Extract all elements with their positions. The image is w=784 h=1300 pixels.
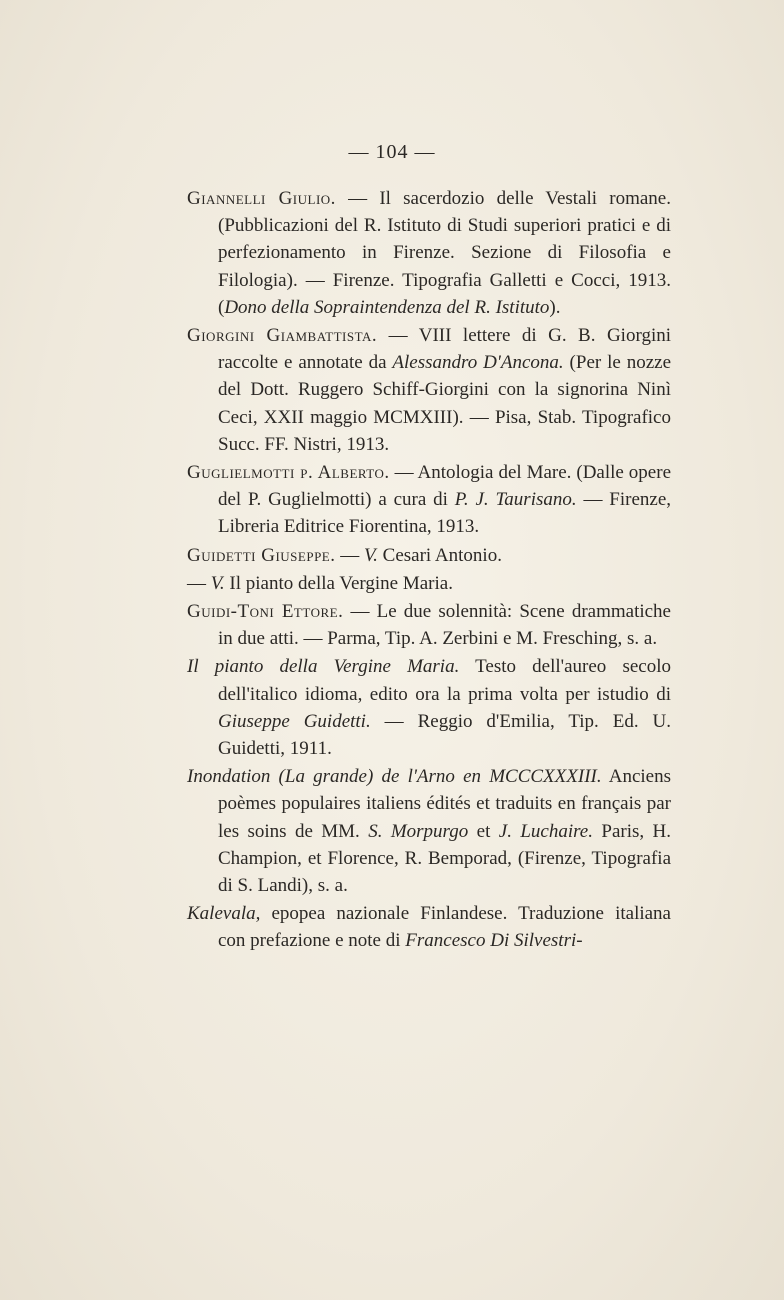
entry-text: (Per le nozze del Dott. Ruggero Schiff-Giorgini con la signorina Ninì Ceci, XXII maggio MCMXIII). — Pisa, Stab. Tipografico Succ. FF. Nistri, 1913. [218,352,672,455]
bibliography-entry [187,322,671,458]
entry-italic: P. J. Taurisano. [454,489,577,511]
entry-author: Guidetti Giuseppe. [187,544,336,566]
entry-author: Giannelli Giulio. [187,188,336,209]
page-number: — 104 — [348,141,436,163]
bibliography-entry [187,900,671,954]
entry-text: Paris, H. Champion, et Florence, R. Bemporad, (Firenze, Tipografia di S. Landi), s. a. [218,820,671,897]
entry-text: — Le due solennità: Scene drammatiche in due atti. — Parma, Tip. A. Zerbini e M. Fresching, s. a. [218,601,671,650]
entry-text: Testo dell'aureo secolo dell'italico idioma, edito ora la prima volta per istudio di [218,656,671,705]
entry-author: Giorgini Giambattista. [187,325,378,347]
entry-text: — VIII lettere di G. B. Giorgini raccolte e annotate da [218,325,671,374]
entry-text: Il pianto della Vergine Maria. [224,572,453,594]
entry-text: — Antologia del Mare. (Dalle opere del P. Guglielmotti) a cura di [218,462,671,511]
entry-text: epopea nazionale Finlandese. Traduzione italiana con prefazione e note di [218,903,671,952]
entry-italic: Giuseppe Guidetti. [218,710,371,732]
entry-italic: V. [210,572,225,594]
entry-italic: S. Morpurgo [368,820,469,842]
bibliography-entry [187,763,671,899]
bibliography-entry [187,542,671,569]
entry-author: Guglielmotti p. Alberto. [187,462,390,484]
entry-title: Kalevala, [187,903,261,925]
entry-text: — [187,572,211,594]
entry-text: et [468,820,499,842]
bibliography-entry [187,185,671,321]
bibliography-list [187,185,671,955]
entry-italic: Dono della Sopraintendenza del R. Istituto [224,296,550,318]
entry-italic: V. [364,544,378,566]
entry-italic: Alessandro D'Ancona. [392,352,564,374]
entry-tail: ). [549,296,561,318]
bibliography-entry [187,570,671,597]
bibliography-entry [187,653,671,762]
entry-author: Guidi-Toni Ettore. [187,601,344,623]
entry-text: Cesari Antonio. [377,544,502,566]
entry-text: Anciens poèmes populaires italiens édités et traduits en français par les soins de MM. [218,766,671,842]
entry-text: — Reggio d'Emilia, Tip. Ed. U. Guidetti, 1911. [218,710,671,760]
entry-text: — [335,544,364,566]
entry-text: — Firenze, Libreria Editrice Fiorentina, 1913. [218,489,672,538]
entry-italic: J. Luchaire. [498,820,593,842]
bibliography-entry [187,459,671,541]
entry-italic: Francesco Di Silvestri- [405,930,583,952]
entry-title: Il pianto della Vergine Maria. [187,656,460,678]
entry-text: — Il sacerdozio delle Vestali romane. (Pubblicazioni del R. Istituto di Studi superiori pratici e di perfezionamento in Firenze. Sezione di Filosofia e Filologia). — Firenze. Tipografia Galletti e Cocci, 1913. ( [218,188,671,318]
bibliography-entry [187,598,671,652]
entry-title: Inondation (La grande) de l'Arno en MCCCXXXIII. [187,766,602,788]
